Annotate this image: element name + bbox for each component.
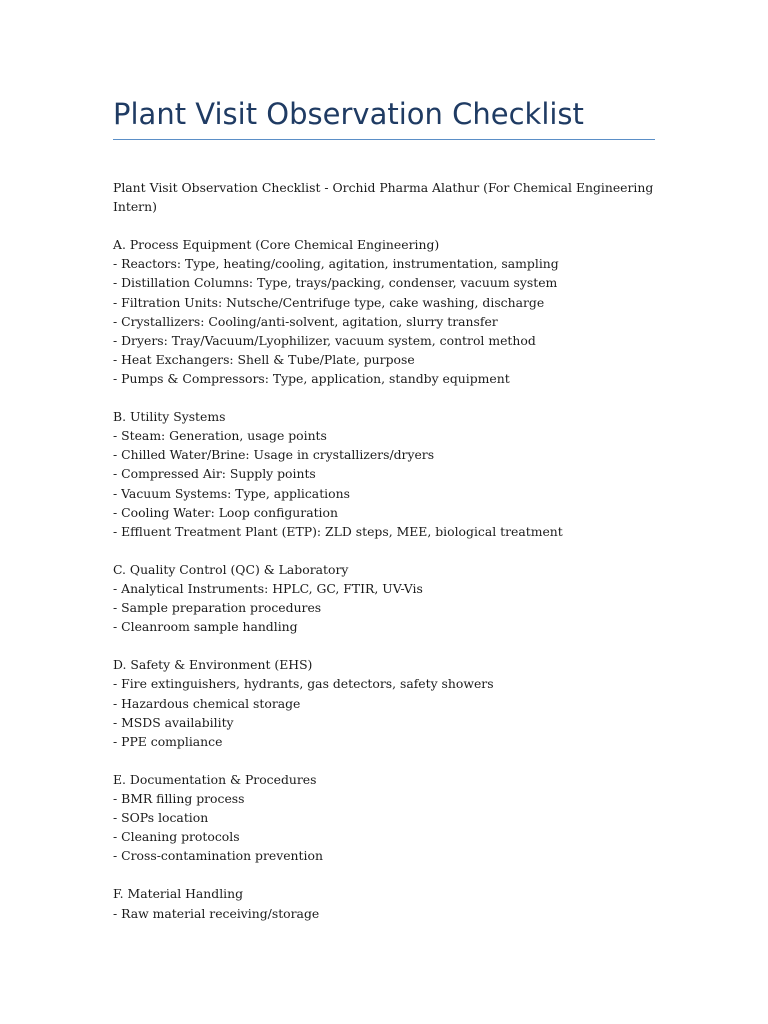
list-item: - Reactors: Type, heating/cooling, agitation, instrumentation, sampling (113, 256, 559, 272)
section-utility-systems (113, 407, 655, 541)
section-process-equipment (113, 235, 655, 388)
list-item: - Cross-contamination prevention (113, 848, 323, 864)
section-heading: A. Process Equipment (Core Chemical Engineering) (113, 237, 440, 253)
paragraph-spacer (113, 751, 655, 770)
list-item: - Vacuum Systems: Type, applications (113, 485, 350, 501)
section-heading: C. Quality Control (QC) & Laboratory (113, 561, 349, 577)
list-item: - PPE compliance (113, 733, 223, 749)
list-item: - Cleanroom sample handling (113, 619, 298, 635)
list-item: - Distillation Columns: Type, trays/packing, condenser, vacuum system (113, 275, 558, 291)
section-heading: F. Material Handling (113, 886, 244, 902)
list-item: - Steam: Generation, usage points (113, 428, 327, 444)
section-quality-control (113, 560, 655, 636)
section-heading: D. Safety & Environment (EHS) (113, 657, 313, 673)
paragraph-spacer (113, 636, 655, 655)
section-heading: B. Utility Systems (113, 409, 226, 425)
section-documentation-procedures (113, 770, 655, 865)
list-item: - Cleaning protocols (113, 829, 240, 845)
list-item: - Sample preparation procedures (113, 600, 322, 616)
list-item: - Compressed Air: Supply points (113, 466, 316, 482)
list-item: - Crystallizers: Cooling/anti-solvent, agitation, slurry transfer (113, 313, 498, 329)
list-item: - Raw material receiving/storage (113, 905, 320, 921)
list-item: - Dryers: Tray/Vacuum/Lyophilizer, vacuum system, control method (113, 332, 536, 348)
paragraph-spacer (113, 388, 655, 407)
list-item: - Chilled Water/Brine: Usage in crystallizers/dryers (113, 447, 435, 463)
title-underline (113, 139, 655, 140)
list-item: - Pumps & Compressors: Type, application, standby equipment (113, 370, 510, 386)
list-item: - SOPs location (113, 810, 209, 826)
intro-paragraph: Plant Visit Observation Checklist - Orchid Pharma Alathur (For Chemical Engineering Intern) (113, 180, 654, 215)
document-body (113, 178, 655, 923)
list-item: - MSDS availability (113, 714, 234, 730)
list-item: - Cooling Water: Loop configuration (113, 504, 338, 520)
list-item: - Analytical Instruments: HPLC, GC, FTIR, UV-Vis (113, 580, 423, 596)
section-heading: E. Documentation & Procedures (113, 771, 317, 787)
paragraph-spacer (113, 541, 655, 560)
section-safety-environment (113, 655, 655, 750)
list-item: - Hazardous chemical storage (113, 695, 301, 711)
section-material-handling (113, 884, 655, 922)
list-item: - Effluent Treatment Plant (ETP): ZLD steps, MEE, biological treatment (113, 523, 563, 539)
list-item: - BMR filling process (113, 791, 245, 806)
document-title: Plant Visit Observation Checklist (113, 97, 584, 131)
list-item: - Fire extinguishers, hydrants, gas detectors, safety showers (113, 676, 494, 692)
paragraph-spacer (113, 865, 655, 884)
list-item: - Filtration Units: Nutsche/Centrifuge type, cake washing, discharge (113, 294, 545, 310)
list-item: - Heat Exchangers: Shell & Tube/Plate, purpose (113, 351, 415, 367)
paragraph-spacer (113, 216, 655, 235)
